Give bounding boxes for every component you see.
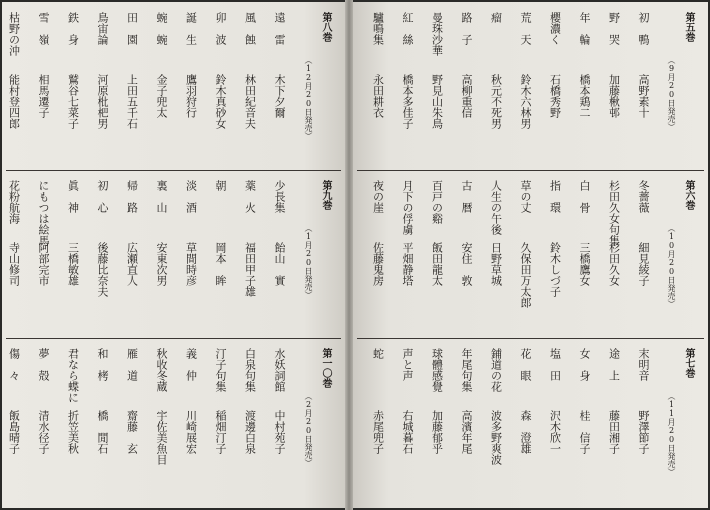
collection-title: 蛇: [371, 348, 385, 359]
collection-entry: [402, 180, 413, 330]
collection-title: 鉄 身: [66, 12, 80, 45]
collection-author: 藤田湘子: [607, 410, 621, 454]
collection-author: 宇佐美魚目: [155, 410, 168, 465]
collection-author: 齋藤 玄: [125, 410, 139, 454]
collection-author: 鈴木しづ子: [548, 242, 562, 297]
collection-entry: [432, 12, 443, 162]
collection-title: 薬 火: [243, 180, 257, 213]
collection-author: 阿部完市: [37, 242, 50, 286]
collection-title: 蜿 蜿: [155, 12, 168, 45]
collection-entry: [579, 12, 590, 162]
collection-title: 荒 天: [519, 12, 532, 45]
collection-entry: [38, 180, 49, 330]
collection-author: 中村苑子: [273, 410, 286, 454]
collection-entry: [9, 180, 20, 330]
collection-author: 石橋秀野: [548, 74, 562, 118]
collection-entry: [461, 348, 472, 498]
collection-entry: [461, 180, 472, 330]
collection-title: 花 眼: [519, 348, 532, 381]
collection-entry: [609, 348, 620, 498]
collection-entry: [638, 12, 649, 162]
collection-title: 花粉航海: [7, 180, 21, 224]
collection-entry: [579, 348, 590, 498]
collection-author: 鈴木真砂女: [214, 74, 227, 129]
collection-author: 高柳重信: [460, 74, 473, 118]
collection-author: 広瀬直人: [125, 242, 139, 286]
collection-title: 白 骨: [578, 180, 591, 213]
volume-label: 第一〇巻: [320, 348, 331, 388]
collection-entry: [461, 12, 472, 162]
collection-author: 河原枇杷男: [96, 74, 109, 129]
collection-author: 右城暮石: [401, 410, 414, 454]
volume-release-date: （9月20日発売）: [667, 56, 676, 131]
collection-title: 古 暦: [460, 180, 473, 213]
collection-title: 野 哭: [607, 12, 621, 45]
collection-entry: [9, 348, 20, 498]
collection-author: 高野素十: [637, 74, 650, 118]
collection-entry: [274, 12, 285, 162]
collection-author: 森 澄雄: [519, 410, 532, 454]
collection-entry: [245, 180, 256, 330]
collection-entry: [186, 12, 197, 162]
collection-author: 木下夕爾: [273, 74, 286, 118]
collection-title: 裏 山: [155, 180, 168, 213]
volume-release-date: （12月20日発売）: [304, 56, 313, 140]
collection-author: 岡本 眸: [214, 242, 227, 286]
collection-author: 高濱年尾: [460, 410, 473, 454]
collection-author: 折笠美秋: [66, 410, 80, 454]
collection-entry: [373, 348, 384, 498]
collection-title: 冬薔薇: [637, 180, 650, 213]
collection-entry: [127, 180, 138, 330]
volume-divider: [357, 170, 704, 171]
collection-title: 雁 道: [125, 348, 139, 381]
collection-title: 義 仲: [184, 348, 198, 381]
collection-author: 寺山修司: [7, 242, 21, 286]
collection-entry: [609, 180, 620, 330]
collection-entry: [68, 180, 79, 330]
collection-author: 福田甲子雄: [243, 242, 257, 297]
collection-title: 路 子: [460, 12, 473, 45]
collection-author: 野澤節子: [637, 410, 650, 454]
collection-entry: [215, 12, 226, 162]
collection-author: 林田紀音夫: [243, 74, 257, 129]
collection-entry: [609, 12, 620, 162]
collection-title: 杉田久女句集: [607, 180, 621, 246]
collection-author: 飯島晴子: [7, 410, 21, 454]
collection-title: 瘤: [489, 12, 503, 23]
collection-title: 鋪道の花: [489, 348, 503, 392]
collection-entry: [638, 348, 649, 498]
collection-title: 初 鴨: [637, 12, 650, 45]
collection-author: 清水径子: [37, 410, 50, 454]
collection-title: 少長集: [273, 180, 286, 213]
collection-entry: [432, 348, 443, 498]
collection-author: 飴山 實: [273, 242, 286, 286]
collection-entry: [215, 180, 226, 330]
collection-entry: [68, 12, 79, 162]
collection-author: 能村登四郎: [7, 74, 21, 129]
collection-title: 汀子句集: [214, 348, 227, 392]
volume-label: 第八巻: [320, 12, 331, 42]
collection-title: 初 心: [96, 180, 109, 213]
collection-title: 櫻濃く: [548, 12, 562, 45]
volume-label: 第九巻: [320, 180, 331, 210]
collection-title: 年 輪: [578, 12, 591, 45]
collection-author: 鷲谷七菜子: [66, 74, 80, 129]
collection-entry: [491, 180, 502, 330]
collection-author: 加藤郁乎: [430, 410, 444, 454]
collection-title: 田 園: [125, 12, 139, 45]
collection-title: 水妖詞館: [273, 348, 286, 392]
collection-author: 稲畑汀子: [214, 410, 227, 454]
collection-title: 塩 田: [548, 348, 562, 381]
volume-label: 第五巻: [683, 12, 694, 42]
collection-author: 永田耕衣: [371, 74, 385, 118]
volume-label: 第六巻: [683, 180, 694, 210]
collection-entry: [127, 348, 138, 498]
collection-author: 金子兜太: [155, 74, 168, 118]
collection-author: 佐藤鬼房: [371, 242, 385, 286]
collection-entry: [373, 180, 384, 330]
collection-entry: [245, 12, 256, 162]
collection-title: 途 上: [607, 348, 621, 381]
collection-author: 細見綾子: [637, 242, 650, 286]
collection-title: 年尾句集: [460, 348, 473, 392]
collection-author: 後藤比奈夫: [96, 242, 109, 297]
collection-entry: [68, 348, 79, 498]
collection-entry: [491, 12, 502, 162]
collection-author: 草間時彦: [184, 242, 198, 286]
collection-entry: [186, 180, 197, 330]
collection-entry: [38, 12, 49, 162]
collection-entry: [520, 180, 531, 330]
collection-title: 雪 嶺: [37, 12, 50, 45]
collection-title: 草の丈: [519, 180, 532, 213]
collection-title: 秋收冬蔵: [155, 348, 168, 392]
collection-entry: [432, 180, 443, 330]
collection-title: 朝: [214, 180, 227, 191]
collection-title: 女 身: [578, 348, 591, 381]
collection-title: 曼珠沙華: [430, 12, 444, 56]
collection-author: 橋本鶏二: [578, 74, 591, 118]
volume-release-date: （1月20日発売）: [304, 224, 313, 299]
collection-author: 平畑静塔: [401, 242, 414, 286]
collection-entry: [402, 12, 413, 162]
collection-author: 杉田久女: [607, 242, 621, 286]
collection-title: 夜の崖: [371, 180, 385, 213]
collection-title: 球體感覺: [430, 348, 444, 392]
collection-title: にもつは絵馬: [37, 180, 50, 246]
collection-entry: [274, 348, 285, 498]
collection-title: 驢鳴集: [371, 12, 385, 45]
collection-entry: [491, 348, 502, 498]
volume-release-date: （11月20日発売）: [667, 392, 676, 476]
collection-title: 誕 生: [184, 12, 198, 45]
collection-title: 枯野の沖: [7, 12, 21, 56]
collection-entry: [186, 348, 197, 498]
collection-title: 傷 々: [7, 348, 21, 381]
collection-entry: [550, 12, 561, 162]
collection-entry: [638, 180, 649, 330]
collection-author: 赤尾兜子: [371, 410, 385, 454]
collection-entry: [520, 348, 531, 498]
collection-author: 橋本多佳子: [401, 74, 414, 129]
collection-author: 橋 閒石: [96, 410, 109, 454]
collection-title: 遠 雷: [273, 12, 286, 45]
right-page: [353, 2, 708, 508]
collection-author: 桂 信子: [578, 410, 591, 454]
collection-title: 卯 波: [214, 12, 227, 45]
collection-title: 白泉句集: [243, 348, 257, 392]
collection-entry: [156, 180, 167, 330]
collection-entry: [127, 12, 138, 162]
collection-entry: [156, 12, 167, 162]
volume-divider: [357, 338, 704, 339]
collection-entry: [402, 348, 413, 498]
collection-author: 渡邊白泉: [243, 410, 257, 454]
collection-title: 百戸の谿: [430, 180, 444, 224]
collection-title: 和 栲: [96, 348, 109, 381]
collection-author: 鈴木六林男: [519, 74, 532, 129]
book-gutter: [345, 0, 353, 510]
collection-title: 紅 絲: [401, 12, 414, 45]
collection-author: 加藤楸邨: [607, 74, 621, 118]
collection-author: 波多野爽波: [489, 410, 503, 465]
volume-divider: [6, 338, 341, 339]
collection-author: 秋元不死男: [489, 74, 503, 129]
collection-entry: [156, 348, 167, 498]
collection-title: 鳥宙論: [96, 12, 109, 45]
collection-title: 末明音: [637, 348, 650, 381]
collection-entry: [97, 180, 108, 330]
collection-entry: [38, 348, 49, 498]
collection-title: 月下の俘虜: [401, 180, 414, 235]
left-page: [2, 2, 345, 508]
collection-author: 上田五千石: [125, 74, 139, 129]
collection-title: 夢 殻: [37, 348, 50, 381]
collection-title: 指 環: [548, 180, 562, 213]
collection-author: 野見山朱鳥: [430, 74, 444, 129]
collection-entry: [550, 180, 561, 330]
collection-entry: [9, 12, 20, 162]
collection-author: 相馬遷子: [37, 74, 50, 118]
collection-entry: [245, 348, 256, 498]
volume-label: 第七巻: [683, 348, 694, 378]
collection-author: 安住 敦: [460, 242, 473, 286]
collection-entry: [550, 348, 561, 498]
collection-title: 眞 神: [66, 180, 80, 213]
collection-title: 風 蝕: [243, 12, 257, 45]
collection-entry: [97, 12, 108, 162]
collection-entry: [579, 180, 590, 330]
collection-entry: [274, 180, 285, 330]
collection-entry: [97, 348, 108, 498]
collection-author: 久保田万太郎: [519, 242, 532, 308]
collection-author: 日野草城: [489, 242, 503, 286]
collection-author: 沢木欣一: [548, 410, 562, 454]
volume-release-date: （2月20日発売）: [304, 392, 313, 467]
collection-entry: [520, 12, 531, 162]
volume-release-date: （10月20日発売）: [667, 224, 676, 308]
collection-title: 帰 路: [125, 180, 139, 213]
collection-title: 人生の午後: [489, 180, 503, 235]
collection-author: 安東次男: [155, 242, 168, 286]
collection-author: 三橋敏雄: [66, 242, 80, 286]
collection-author: 鷹羽狩行: [184, 74, 198, 118]
collection-author: 飯田龍太: [430, 242, 444, 286]
collection-title: 淡 酒: [184, 180, 198, 213]
collection-entry: [215, 348, 226, 498]
collection-author: 三橋鷹女: [578, 242, 591, 286]
collection-entry: [373, 12, 384, 162]
collection-title: 声と声: [401, 348, 414, 381]
collection-title: 君なら蝶に: [66, 348, 80, 403]
volume-divider: [6, 170, 341, 171]
collection-author: 川崎展宏: [184, 410, 198, 454]
